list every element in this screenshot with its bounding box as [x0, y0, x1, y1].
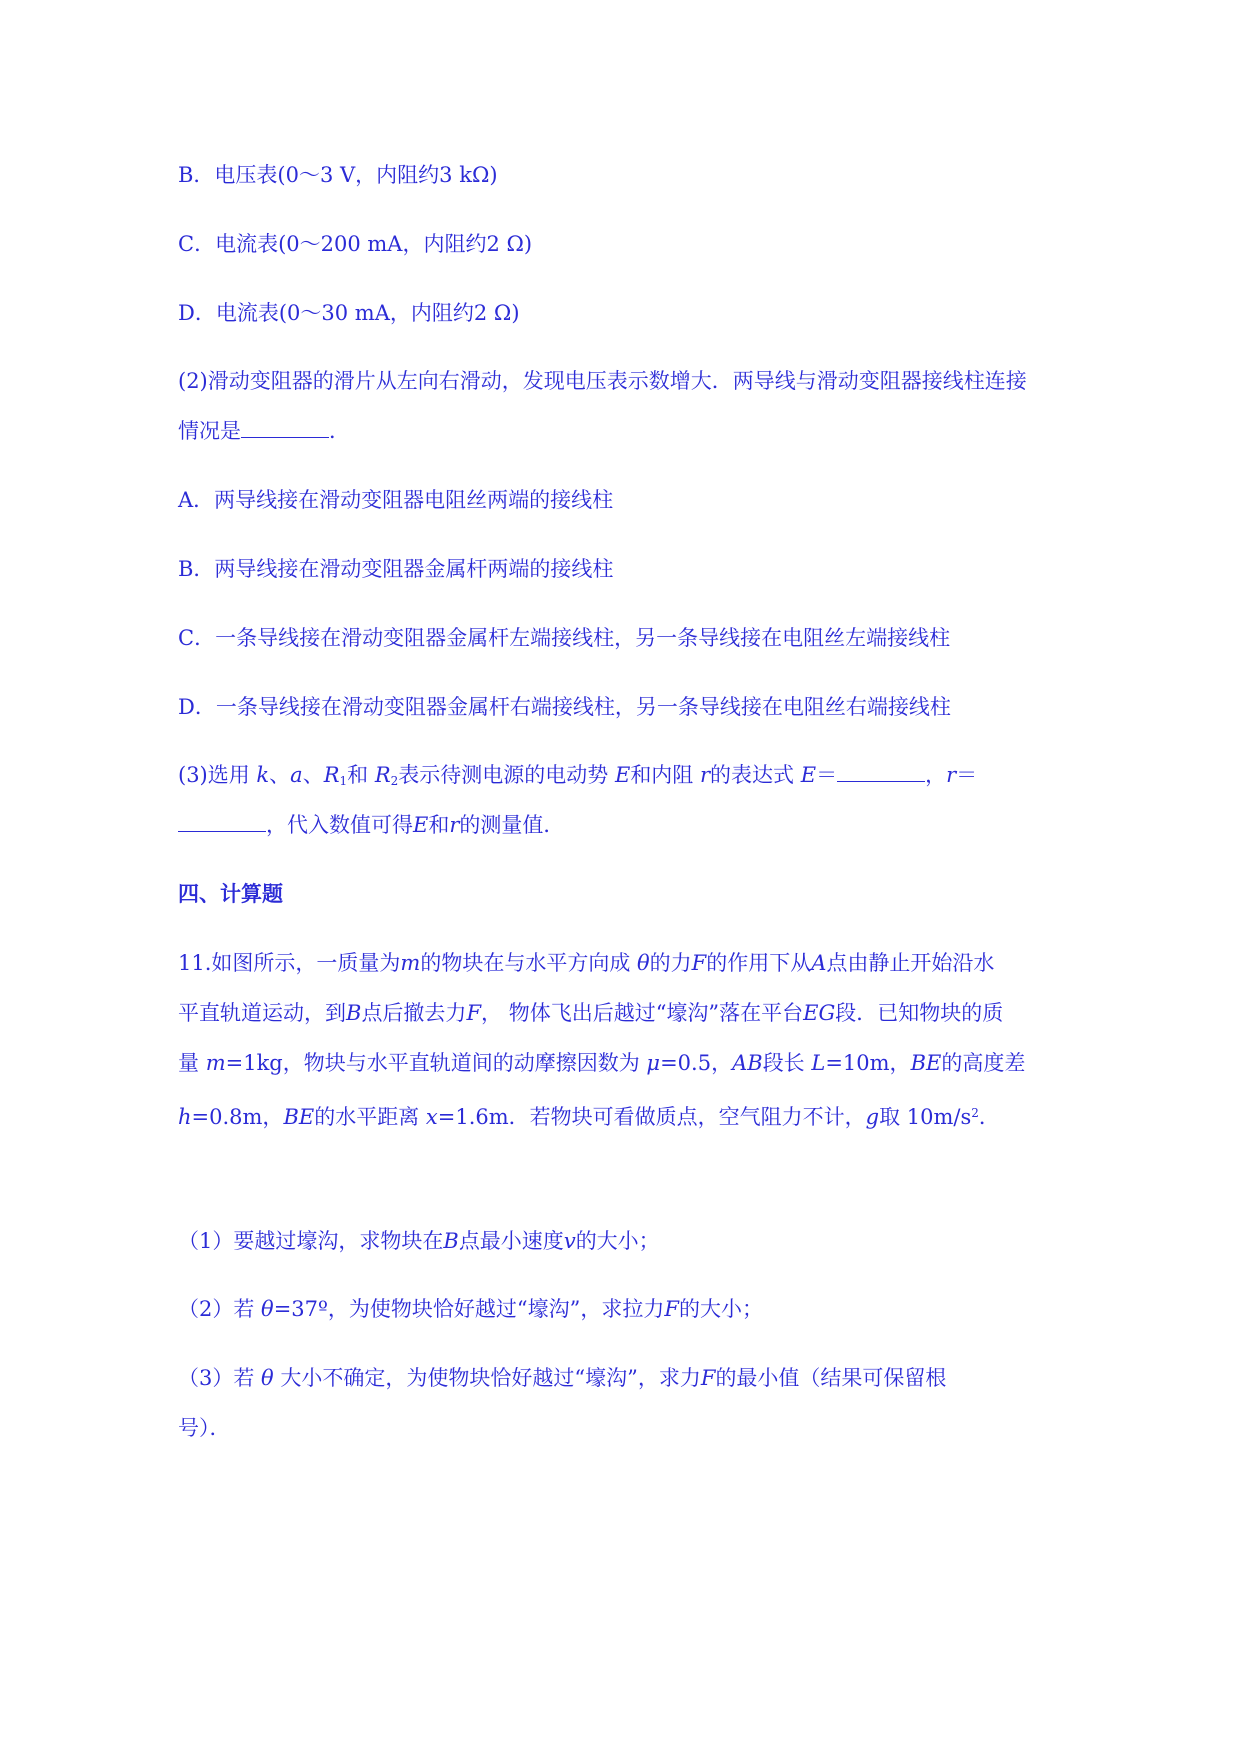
var-theta: θ [637, 951, 650, 975]
q11-text: 取 10m/s [879, 1105, 972, 1129]
subscript-2: 2 [390, 774, 399, 788]
q11-text: 平直轨道运动，到 [178, 1001, 346, 1025]
q11-text: 的水平距离 [314, 1105, 426, 1129]
q11-text: 的作用下从 [706, 951, 812, 975]
var-b-point: B [443, 1229, 459, 1253]
q3-text: 和 [428, 813, 450, 837]
q11-text: =10m， [825, 1051, 911, 1075]
var-f: F [700, 1366, 716, 1390]
var-k: k [256, 763, 270, 787]
var-m: m [205, 1051, 226, 1075]
section-heading: 四、计算题 [178, 882, 283, 906]
q3-text: 和 [347, 763, 375, 787]
q2-option-d: D．一条导线接在滑动变阻器金属杆右端接线柱，另一条导线接在电阻丝右端接线柱 [178, 695, 951, 719]
q11-text: 的高度差 [941, 1051, 1026, 1075]
q3-text: 和内阻 [630, 763, 700, 787]
question-11-sub-3-line-2: 号）． [178, 1416, 231, 1440]
q3-text: ， [925, 763, 947, 787]
var-x: x [425, 1105, 438, 1129]
q3-text: 、 [269, 763, 291, 787]
answer-blank [241, 417, 329, 438]
var-f: F [664, 1297, 679, 1321]
q11-text: ， 物体飞出后越过“壕沟”落在平台 [481, 1001, 804, 1025]
q11-text: 11.如图所示，一质量为 [178, 951, 401, 975]
answer-blank-r [178, 811, 266, 832]
var-r1: R [323, 763, 340, 787]
q11-text: 的力 [649, 951, 692, 975]
question-11-sub-3 [178, 1363, 946, 1393]
option-d-ammeter-30: D．电流表(0～30 mA，内阻约2 Ω) [178, 301, 520, 325]
q11-text: 段．已知物块的质 [835, 1001, 1004, 1025]
q11-text: =1.6m．若物块可看做质点，空气阻力不计， [437, 1105, 866, 1129]
var-f: F [466, 1001, 482, 1025]
sub3-text: 的最小值（结果可保留根 [715, 1366, 947, 1390]
q3-text: ，代入数值可得 [266, 813, 413, 837]
sub1-text: （1）要越过壕沟，求物块在 [178, 1229, 444, 1253]
sub2-text: （2）若 [178, 1297, 262, 1321]
q11-text: =0.5， [660, 1051, 733, 1075]
q3-text: ＝ [816, 763, 838, 787]
q11-text: 量 [178, 1051, 206, 1075]
q2-option-a: A．两导线接在滑动变阻器电阻丝两端的接线柱 [178, 488, 614, 512]
question-2-line-2 [178, 416, 350, 446]
sub3-text: 大小不确定，为使物块恰好越过“壕沟”，求力 [273, 1366, 701, 1390]
var-l: L [811, 1051, 826, 1075]
q3-text: 、 [302, 763, 324, 787]
var-b-point: B [346, 1001, 362, 1025]
var-e: E [614, 763, 631, 787]
var-m: m [400, 951, 421, 975]
q11-text: 点后撤去力 [361, 1001, 467, 1025]
sub2-text: =37º，为使物块恰好越过“壕沟”，求拉力 [273, 1297, 665, 1321]
answer-blank-e [837, 761, 925, 782]
sub3-text: （3）若 [178, 1366, 262, 1390]
q11-text: =1kg，物块与水平直轨道间的动摩擦因数为 [225, 1051, 647, 1075]
question-3-line-1 [178, 760, 977, 796]
q3-text: 的测量值． [459, 813, 565, 837]
var-be: BE [910, 1051, 942, 1075]
question-11-line-1 [178, 948, 994, 978]
var-eg: EG [803, 1001, 836, 1025]
q2-prefix: 情况是 [178, 419, 241, 443]
q3-text: 的表达式 [710, 763, 801, 787]
option-b-voltmeter: B．电压表(0～3 V，内阻约3 kΩ) [178, 163, 498, 187]
subscript-1: 1 [339, 774, 348, 788]
var-a-point: A [811, 951, 827, 975]
var-a: a [290, 763, 303, 787]
var-g: g [865, 1105, 880, 1129]
q11-text: 的物块在与水平方向成 [420, 951, 638, 975]
var-ab: AB [732, 1051, 763, 1075]
sub1-text: 的大小； [575, 1229, 660, 1253]
var-e: E [800, 763, 817, 787]
sub1-text: 点最小速度 [458, 1229, 564, 1253]
var-r: r [700, 763, 711, 787]
var-f: F [691, 951, 707, 975]
var-v: v [563, 1229, 576, 1253]
q2-option-c: C．一条导线接在滑动变阻器金属杆左端接线柱，另一条导线接在电阻丝左端接线柱 [178, 626, 951, 650]
question-11-line-4 [178, 1098, 1000, 1132]
question-11-sub-1 [178, 1226, 660, 1256]
question-11-sub-2 [178, 1294, 763, 1324]
q3-text: (3)选用 [178, 763, 257, 787]
q3-text: ＝ [956, 763, 978, 787]
q11-text: ． [978, 1105, 1000, 1129]
var-r2: R [374, 763, 391, 787]
q2-suffix: ． [329, 419, 350, 443]
q11-text: =0.8m， [191, 1105, 284, 1129]
var-mu: μ [646, 1051, 661, 1075]
var-theta: θ [261, 1297, 274, 1321]
var-be: BE [283, 1105, 315, 1129]
q2-option-b: B．两导线接在滑动变阻器金属杆两端的接线柱 [178, 557, 614, 581]
option-c-ammeter-200: C．电流表(0～200 mA，内阻约2 Ω) [178, 232, 533, 256]
question-11-line-2 [178, 998, 1003, 1028]
var-e: E [413, 813, 429, 837]
var-h: h [178, 1105, 192, 1129]
superscript-2: 2 [971, 1106, 979, 1120]
var-r: r [449, 813, 460, 837]
sub2-text: 的大小； [678, 1297, 763, 1321]
question-3-line-2 [178, 810, 564, 840]
question-2-line-1: (2)滑动变阻器的滑片从左向右滑动，发现电压表示数增大．两导线与滑动变阻器接线柱连接 [178, 369, 1027, 393]
q3-text: 表示待测电源的电动势 [398, 763, 615, 787]
var-r: r [946, 763, 957, 787]
q11-text: 段长 [762, 1051, 812, 1075]
question-11-line-3 [178, 1048, 1025, 1078]
q11-text: 点由静止开始沿水 [826, 951, 995, 975]
var-theta: θ [261, 1366, 274, 1390]
